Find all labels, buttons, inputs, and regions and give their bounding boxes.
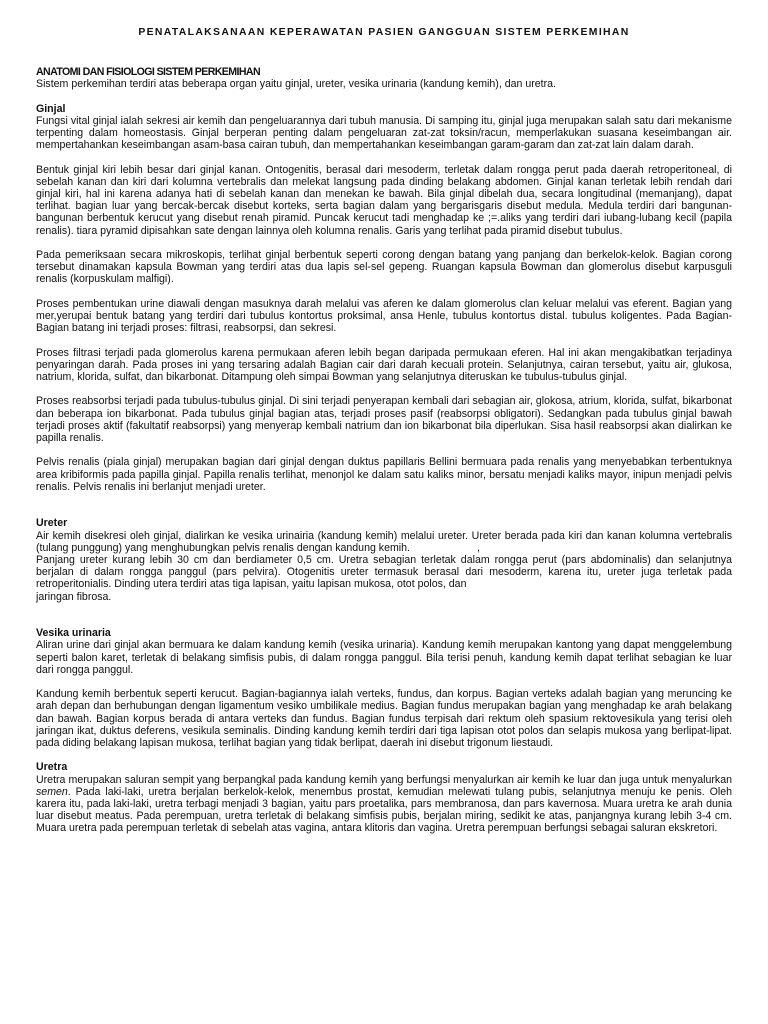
uretra-paragraph-1	[36, 774, 732, 835]
uretra-paragraph-1-text-b: . Pada laki-laki, uretra berjalan berkelok-kelok, menembus prostat, kemudian melewati tulang pubis, selanjutnya menuju ke penis. Oleh karera itu, pada laki-laki, uretra terbagi menjadi 3 bagian, yaitu pars proetalika, pars membranosa, dan pars kavernosa. Muara uretra ke arah dunia luar disebut meatus. Pada perempuan, uretra terletak di belakang simfisis pubis, berjalan miring, sedikit ke atas, panjangnya kurang lebih 3-4 cm. Muara uretra pada perempuan terletak di sebelah atas vagina, antara klitoris dan vagina. Uretra perempuan berfungsi sebagai saluran ekskretori.	[36, 785, 732, 835]
ginjal-paragraph-6: Proses reabsorbsi terjadi pada tubulus-tubulus ginjal. Di sini terjadi penyerapan kembali dari sebagian air, glokosa, atrium, klorida, sulfat, bikarbonat dan beberapa ion bikarbonat. Pada tubulus ginjal bagian atas, terjadi proses pasif (reabsorpsi obligatori). Sedangkan pada tubulus ginjal bawah terjadi proses aktif (fakultatif reabsorpsi) yang menyerap kembali natrium dan ion bikarbonat bila diperlukan. Sisa hasil reabsorpsi akan dialirkan ke papilla renalis.	[36, 395, 732, 444]
intro-paragraph: Sistem perkemihan terdiri atas beberapa organ yaitu ginjal, ureter, vesika urinaria (kandung kemih), dan uretra.	[36, 78, 556, 91]
intro-heading: ANATOMI DAN FISIOLOGI SISTEM PERKEMIHAN	[36, 66, 260, 78]
ureter-paragraph-1-text: Air kemih disekresi oleh ginjal, dialirkan ke vesika urinairia (kandung kemih) melalui ureter. Ureter berada pada kiri dan kanan kolumna vertebralis (tulang punggung) yang menghubungkan pelvis renalis dengan kandung kemih.	[36, 529, 732, 554]
uretra-heading: Uretra	[36, 761, 68, 774]
uretra-paragraph-1-text-a: Uretra merupakan saluran sempit yang berpangkal pada kandung kemih yang berfungsi menyalurkan air kemih ke luar dan juga untuk menyalurkan	[36, 773, 732, 786]
ginjal-paragraph-5: Proses filtrasi terjadi pada glomerolus karena permukaan aferen lebih began daripada permukaan eferen. Hal ini akan mengakibatkan terjadinya penyaringan darah. Pada proses ini yang tersaring adalah Bagian cair dari darah kecuali protein. Selanjutnya, cairan tersebut, yaitu air, glukosa, natrium, klorida, sulfat, dan bikarbonat. Ditampung oleh simpai Bowman yang selanjutnya diteruskan ke tubulus-tubulus ginjal.	[36, 346, 732, 383]
ureter-stray-mark: ,	[477, 541, 480, 554]
vesika-paragraph-2: Kandung kemih berbentuk seperti kerucut. Bagian-bagiannya ialah verteks, fundus, dan korpus. Bagian verteks adalah bagian yang meruncing ke arah depan dan berhubungan dengan ligamentum vesiko umbilikale medius. Bagian fundus merupakan bagian yang menghadap ke arah belakang dan bawah. Bagian korpus berada di antara verteks dan fundus. Bagian fundus terpisah dari rektum oleh spasium rektovesikula yang terisi oleh jaringan ikat, duktus deferens, vesikula seminalis. Dinding kandung kemih terdiri dari tiga lapisan otot polos dan selapis mukosa yang berlipat-lipat. pada diding belakang lapisan mukosa, terlihat bagian yang tidak berlipat, daerah ini disebut trigonum liestaudi.	[36, 688, 732, 749]
ginjal-paragraph-4: Proses pembentukan urine diawali dengan masuknya darah melalui vas aferen ke dalam glomerolus clan keluar melalui vas eferent. Bagian yang mer,yerupai bentuk batang yang terdiri dari tubulus kontortus proksimal, ansa Henle, tubulus kontortus distal. tubulus koligentes. Pada Bagian-Bagian batang ini terjadi proses: filtrasi, reabsorpsi, dan sekresi.	[36, 297, 732, 335]
ureter-heading: Ureter	[36, 517, 68, 530]
ginjal-paragraph-1: Fungsi vital ginjal ialah sekresi air kemih dan pengeluarannya dari tubuh manusia. Di samping itu, ginjal juga merupakan salah satu dari mekanisme terpenting dalam homeostasis. Ginjal berperan penting dalam pengeluaran zat-zat toksin/racun, memperlakukan suasana keseimbangan air. mempertahankan keseimbangan asam-basa cairan tubuh, dan mempertahankan keseimbangan garam-garam dan zat-zat lain dalam darah.	[36, 114, 732, 152]
spacer	[36, 505, 732, 517]
document-title: PENATALAKSANAAN KEPERAWATAN PASIEN GANGGUAN SISTEM PERKEMIHAN	[138, 27, 630, 38]
ureter-paragraph-2: Panjang ureter kurang lebih 30 cm dan berdiameter 0,5 cm. Uretra sebagian terletak dalam rongga perut (pars abdominalis) dan selanjutnya berjalan di dalam rongga panggul (pars pelvira). Otogenitis ureter termasuk berasal dari mesoderm, karena itu, ureter juga terletak pada retroperitonialis. Dinding utera terdiri atas tiga lapisan, yaitu lapisan mukosa, otot polos, dan	[36, 553, 732, 591]
vesika-paragraph-1: Aliran urine dari ginjal akan bermuara ke dalam kandung kemih (vesika urinaria). Kandung kemih merupakan kantong yang dapat menggelembung seperti balon karet, terletak di belakang simfisis pubis, di dalam rongga panggul. Bila terisi penuh, kandung kemih dapat terlihat sebagian ke luar dari rongga panggul.	[36, 639, 732, 676]
ureter-paragraph-1	[36, 530, 732, 554]
ginjal-paragraph-7: Pelvis renalis (piala ginjal) merupakan bagian dari ginjal dengan duktus papillaris Bellini bermuara pada renalis yang menyebabkan terbentuknya area kribiformis pada papilla ginjal. Papilla renalis terlihat, menonjol ke dalam satu kaliks minor, bersatu menjadi kaliks mayor, inipun menjadi pelvis renalis. Pelvis renalis ini berlanjut menjadi ureter.	[36, 456, 732, 493]
ginjal-paragraph-3: Pada pemeriksaan secara mikroskopis, terlihat ginjal berbentuk seperti corong dengan batang yang panjang dan berkelok-kelok. Bagian corong tersebut dinamakan kapsula Bowman yang terdiri atas dua lapis sel-sel gepeng. Ruangan kapsula Bowman dan glomerolus disebut karpusguli renalis (korpuskulam malfigi).	[36, 249, 732, 286]
uretra-semen-italic: semen	[36, 785, 68, 798]
ginjal-paragraph-2: Bentuk ginjal kiri lebih besar dari ginjal kanan. Ontogenitis, berasal dari mesoderm, terletak dalam rongga perut pada daerah retroperitoneal, di sebelah kanan dan kiri dari kolumna vertebralis dan melekat langsung pada dinding belakang abdomen. Ginjal kanan terletak lebih rendah dari ginjal kiri, hal ini karena adanya hati di sebelah kanan dan menekan ke bawah. Bila ginjal dibelah dua, secara longitudinal (memanjang), dapat terlihat. bagian luar yang bercak-bercak disebut korteks, serta bagian dalam yang bergarisgaris disebut medula. Medula terdiri dari bangunan-bangunan berbentuk kerucut yang disebut renah piramid. Puncak kerucut tadi menghadap ke ;=.aliks yang terdiri dari iubang-lubang kecil (papila renalis). tiara pyramid dipisahkan sate dengan lainnya oleh kolumna renalis. Garis yang terlihat pada piramid disebut tubulus.	[36, 163, 732, 237]
vesika-heading: Vesika urinaria	[36, 627, 111, 640]
ureter-paragraph-3: jaringan fibrosa.	[36, 590, 112, 603]
spacer	[36, 615, 732, 627]
ginjal-heading: Ginjal	[36, 102, 66, 115]
